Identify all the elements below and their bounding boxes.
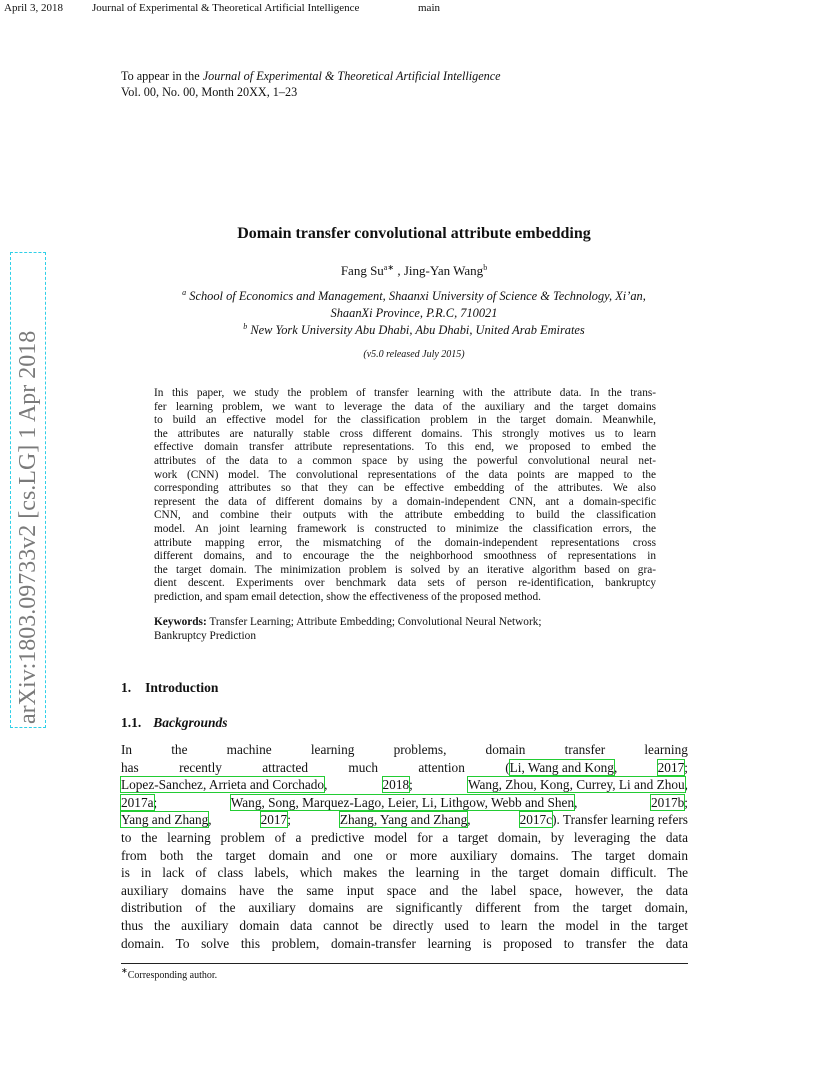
author-separator: , [394,263,404,278]
word: learning [310,742,355,757]
keywords-line-2: Bankruptcy Prediction [154,629,256,642]
author-1-sup: a∗ [383,263,395,272]
authors [0,263,828,279]
footnote-marker: ∗ [121,966,128,975]
affiliation-b [0,323,828,338]
citation-link[interactable]: 2017c [519,812,553,828]
abstract-line: represent the data of different domains by a domain-independent CNN, ant a domain-specific [154,495,656,508]
publication-line-2: Vol. 00, No. 00, Month 20XX, 1–23 [121,85,298,99]
keywords-label: Keywords: [154,616,207,628]
word: domain [485,742,526,757]
keywords [154,616,656,643]
intro-line-5: Yang and Zhang, 2017; Zhang, Yang and Zhang, 2017c). Transfer learning refers [121,812,688,828]
affiliation-a-text-1: School of Economics and Management, Shaanxi University of Science & Technology, Xi’an, [189,289,646,303]
keywords-line-1: Transfer Learning; Attribute Embedding; Convolutional Neural Network; [209,616,542,628]
word: learning [644,742,688,757]
abstract-line: In this paper, we study the problem of transfer learning with the attribute data. In the trans- [154,387,656,399]
intro-paragraph [121,741,688,952]
citation-link[interactable]: Li, Wang and Kong [509,759,614,775]
abstract-line: the target domain. The minimization problem is solved by an iterative algorithm based on gra- [154,563,656,576]
subsection-title: Backgrounds [153,715,228,730]
abstract-line: attributes of the data to a common space by using the powerful convolutional neural net- [154,454,656,467]
word: problems, [393,742,447,757]
word: attracted [262,759,309,775]
section-number: 1. [121,680,132,695]
publication-line-1 [121,69,501,84]
abstract-line: CNN, and combine their outputs with the attribute embedding to build the classification [154,509,656,522]
running-head-journal: Journal of Experimental & Theoretical Artificial Intelligence [92,2,360,14]
section-heading [121,680,218,696]
affiliation-a-marker: a [182,288,187,297]
abstract-line: the attributes are naturally stable cross different domains. This strongly motives us to learn [154,427,656,440]
intro-line: to the learning problem of a predictive model for a target domain, by leveraging the data [121,829,688,845]
word: much [348,759,378,775]
abstract-line: work (CNN) model. The convolutional representations of the data points are mapped to the [154,468,656,481]
word: transfer [564,742,606,757]
publication-prefix: To appear in the [121,69,200,83]
citation-link[interactable]: 2018 [382,777,410,793]
affiliation-b-marker: b [243,322,248,331]
subsection-number: 1.1. [121,715,142,730]
citation-link[interactable]: Wang, Song, Marquez-Lago, Leier, Li, Lithgow, Webb and Shen [230,794,575,810]
word: attention [418,759,465,775]
citation-link[interactable]: 2017b [651,794,685,810]
intro-line-2: has recently attracted much attention (Li, Wang and Kong, 2017; [121,759,688,775]
affiliation-b-text: New York University Abu Dhabi, Abu Dhabi, United Arab Emirates [250,323,585,337]
intro-line: distribution of the auxiliary domains are significantly different from the target domain, [121,900,688,916]
paper-title: Domain transfer convolutional attribute embedding [237,225,591,242]
citation-link[interactable]: 2017 [260,812,288,828]
intro-line-3: Lopez-Sanchez, Arrieta and Corchado, 2018; Wang, Zhou, Kong, Currey, Li and Zhou, [121,777,688,793]
intro-line-4: 2017a; Wang, Song, Marquez-Lago, Leier, Li, Lithgow, Webb and Shen, 2017b; [121,794,688,810]
citation-link[interactable]: 2017 [657,759,685,775]
citation-link[interactable]: 2017a [121,794,154,810]
publication-journal: Journal of Experimental & Theoretical Artificial Intelligence [202,69,501,83]
citation-link[interactable]: Yang and Zhang [121,812,209,828]
version-note: (v5.0 released July 2015) [363,349,465,360]
abstract-line: fer learning problem, we want to leverage the data of the auxiliary and the target domains [154,400,656,413]
footnote [121,966,218,981]
abstract-line: to build an effective model for the classification problem in the target domain. Meanwhile, [154,414,656,427]
word: the [171,742,188,757]
author-1: Fang Su [340,263,384,278]
intro-line-1 [121,741,688,759]
citation-link[interactable]: Wang, Zhou, Kong, Currey, Li and Zhou [467,777,685,793]
abstract-line: attribute mapping error, the mismatching of the domain-independent representations cross [154,536,656,549]
word: has [121,759,139,775]
section-title: Introduction [145,680,219,695]
running-head-label: main [418,2,440,14]
footnote-text: Corresponding author. [127,970,218,981]
abstract-line: different domains, and to encourage the the neighborhood smoothness of representations in [154,550,656,563]
abstract-line: dient descent. Experiments over benchmark data sets of person re-identification, bankruptcy [154,577,656,590]
running-head-date: April 3, 2018 [4,2,63,14]
abstract-line: prediction, and spam email detection, show the effectiveness of the proposed method. [154,590,541,603]
word: In [121,742,133,757]
citation-link[interactable]: Zhang, Yang and Zhang [339,812,468,828]
abstract-line: model. An joint learning framework is constructed to minimize the classification errors, the [154,522,656,535]
author-2-sup: b [483,263,488,272]
word: recently [179,759,222,775]
citation-link[interactable]: Lopez-Sanchez, Arrieta and Corchado [121,777,325,793]
intro-text: ). Transfer learning refers [552,812,688,828]
abstract-line: corresponding attributes so that they can be effective embedding of the attributes. We also [154,482,656,495]
word: machine [226,742,272,757]
footnote-rule [121,963,688,964]
subsection-heading [121,715,228,731]
affiliation-a-line-1 [0,289,828,304]
intro-line: auxiliary domains have the same input space and the label space, however, the data [121,882,688,898]
affiliation-a-line-2: ShaanXi Province, P.R.C, 710021 [330,306,498,320]
intro-line: domain. To solve this problem, domain-transfer learning is proposed to transfer the data [121,935,688,951]
abstract [154,387,656,605]
arxiv-stamp[interactable]: arXiv:1803.09733v2 [cs.LG] 1 Apr 2018 [10,252,46,728]
abstract-line: effective domain transfer attribute representations. To this end, we proposed to embed the [154,441,656,454]
intro-line: from both the target domain and one or more auxiliary domains. The target domain [121,847,688,863]
author-2: Jing-Yan Wang [403,263,484,278]
intro-line: is in lack of class labels, which makes the learning in the target domain difficult. The [121,865,688,881]
intro-line: thus the auxiliary domain data cannot be directly used to learn the model in the target [121,917,688,933]
